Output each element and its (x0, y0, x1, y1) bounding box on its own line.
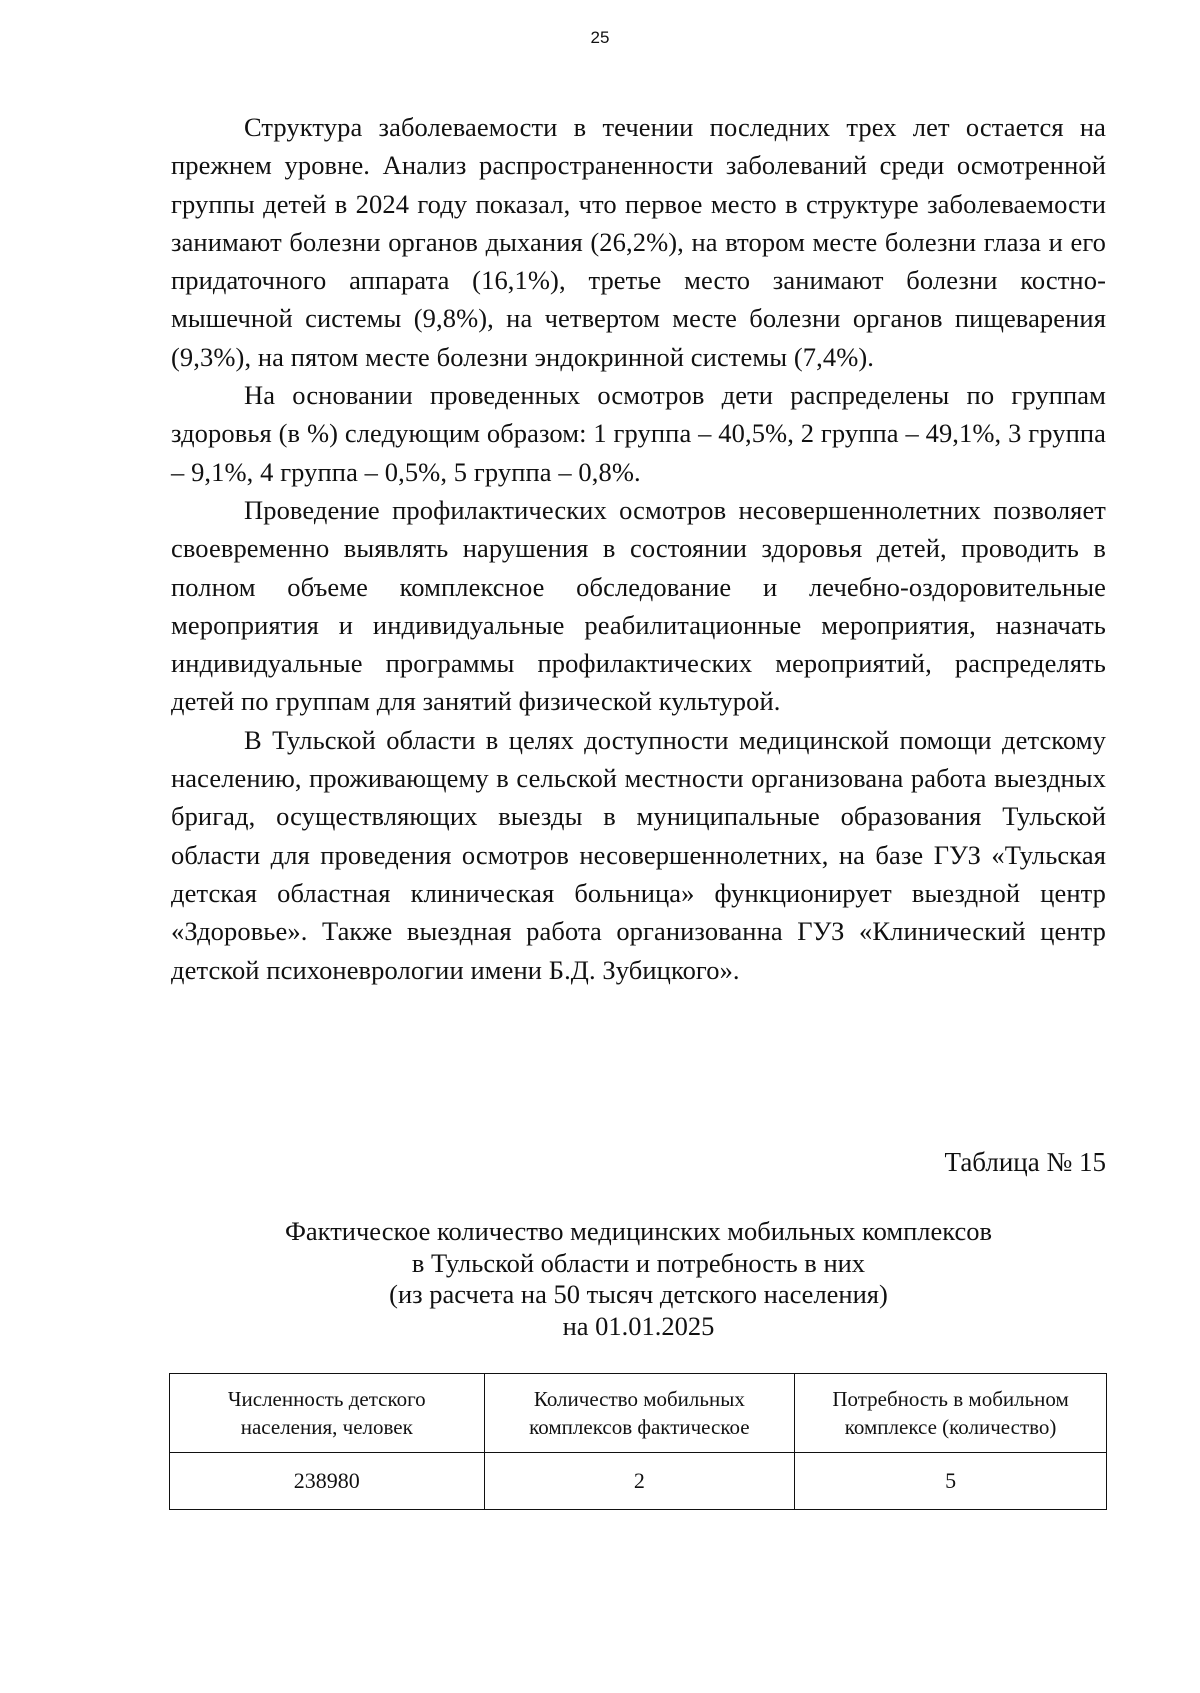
body-text (171, 108, 1106, 989)
table-row (170, 1453, 1107, 1510)
cell-required-complexes: 5 (795, 1453, 1107, 1510)
table-caption: Таблица № 15 (944, 1147, 1106, 1177)
table-title (171, 1216, 1106, 1342)
paragraph-health-groups: На основании проведенных осмотров дети распределены по группам здоровья (в %) следующим образом: 1 группа – 40,5%, 2 группа – 49,1%, 3 группа – 9,1%, 4 группа – 0,5%, 5 группа – 0,8%. (171, 380, 1106, 487)
header-required-complexes: Потребность в мобильном комплексе (количество) (795, 1374, 1107, 1453)
paragraph-mobile-teams: В Тульской области в целях доступности медицинской помощи детскому населению, проживающему в сельской местности организована работа выездных бригад, осуществляющих выезды в муниципальные образования Тульской области для проведения осмотров несовершеннолетних, на базе ГУЗ «Тульская детская областная клиническая больница» функционирует выездной центр «Здоровье». Также выездная работа организованна ГУЗ «Клинический центр детской психоневрологии имени Б.Д. Зубицкого». (171, 724, 1106, 985)
table-header-row (170, 1374, 1107, 1453)
mobile-complexes-table (169, 1373, 1107, 1510)
cell-actual-complexes: 2 (484, 1453, 795, 1510)
table-title-line: на 01.01.2025 (562, 1310, 715, 1341)
paragraph-preventive-exams: Проведение профилактических осмотров несовершеннолетних позволяет своевременно выявлять нарушения в состоянии здоровья детей, проводить в полном объеме комплексное обследование и лечебно-оздоровительные мероприятия и индивидуальные реабилитационные мероприятия, назначать индивидуальные программы профилактических мероприятий, распределять детей по группам для занятий физической культурой. (171, 494, 1106, 717)
page-number: 25 (590, 28, 610, 47)
paragraph-morbidity-structure: Структура заболеваемости в течении последних трех лет остается на прежнем уровне. Анализ распространенности заболеваний среди осмотренной группы детей в 2024 году показал, что первое место в структуре заболеваемости занимают болезни органов дыхания (26,2%), на втором месте болезни глаза и его придаточного аппарата (16,1%), третье место занимают болезни костно-мышечной системы (9,8%), на четвертом месте болезни органов пищеварения (9,3%), на пятом месте болезни эндокринной системы (7,4%). (171, 112, 1106, 372)
header-actual-complexes: Количество мобильных комплексов фактическое (484, 1374, 795, 1453)
table-title-line: в Тульской области и потребность в них (411, 1247, 866, 1278)
header-child-population: Численность детского населения, человек (170, 1374, 485, 1453)
table-title-line: Фактическое количество медицинских мобильных комплексов (284, 1216, 992, 1246)
table-title-line: (из расчета на 50 тысяч детского населения) (389, 1279, 888, 1309)
cell-child-population: 238980 (170, 1453, 485, 1510)
